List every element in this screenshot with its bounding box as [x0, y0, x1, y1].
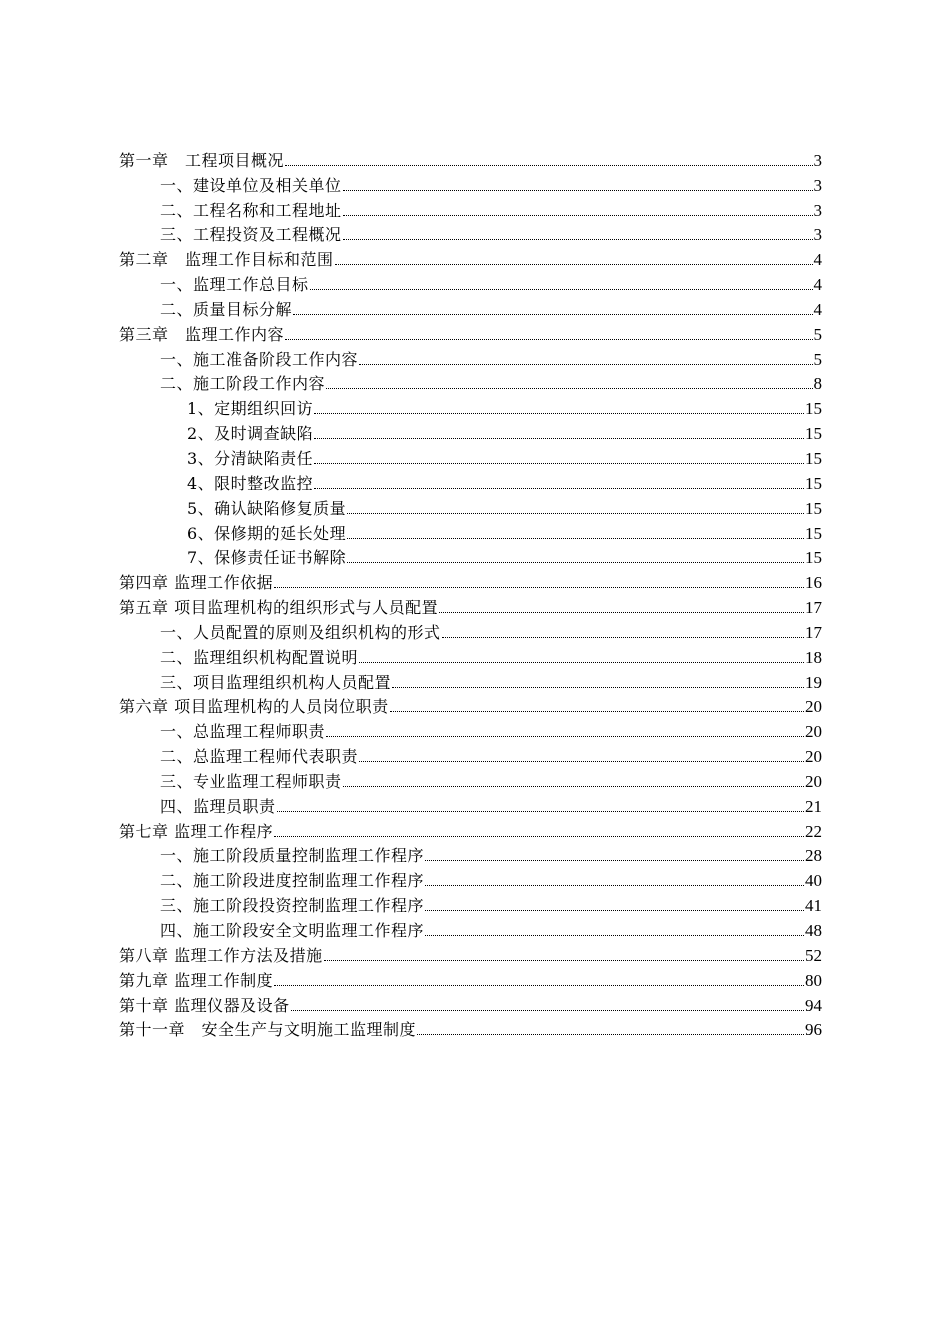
toc-entry-page-number: 28	[805, 846, 822, 866]
toc-entry-page-number: 15	[805, 448, 822, 468]
toc-entry-title: 第七章 监理工作程序	[119, 821, 274, 841]
toc-entry[interactable]	[119, 245, 822, 270]
toc-entry[interactable]	[119, 544, 822, 569]
toc-entry-page-number: 5	[813, 324, 822, 344]
dot-leader	[359, 364, 812, 365]
toc-entry-title: 第三章 监理工作内容	[119, 324, 285, 344]
toc-entry-page-number: 4	[813, 275, 822, 295]
toc-entry[interactable]	[119, 370, 822, 395]
dot-leader	[314, 463, 804, 464]
toc-entry[interactable]	[119, 1016, 822, 1041]
dot-leader	[285, 339, 812, 340]
dot-leader	[274, 587, 804, 588]
dot-leader	[343, 239, 813, 240]
toc-entry-title: 第六章 项目监理机构的人员岗位职责	[119, 697, 389, 717]
toc-entry-title: 2、及时调查缺陷	[187, 424, 314, 444]
toc-entry-title: 第五章 项目监理机构的组织形式与人员配置	[119, 598, 439, 618]
toc-entry-page-number: 80	[805, 970, 822, 990]
dot-leader	[442, 637, 804, 638]
dot-leader	[425, 935, 804, 936]
toc-entry-page-number: 17	[805, 598, 822, 618]
dot-leader	[439, 612, 804, 613]
toc-entry-title: 一、总监理工程师职责	[160, 722, 326, 742]
dot-leader	[326, 736, 804, 737]
toc-entry-page-number: 94	[805, 995, 822, 1015]
toc-entry-page-number: 15	[805, 548, 822, 568]
table-of-contents	[119, 146, 822, 1040]
toc-entry-page-number: 96	[805, 1020, 822, 1040]
dot-leader	[314, 413, 804, 414]
toc-entry-page-number: 19	[805, 672, 822, 692]
toc-entry-title: 1、定期组织回访	[187, 399, 314, 419]
toc-entry[interactable]	[119, 916, 822, 941]
toc-entry[interactable]	[119, 519, 822, 544]
toc-entry[interactable]	[119, 270, 822, 295]
toc-entry-title: 4、限时整改监控	[187, 473, 314, 493]
toc-entry-title: 第二章 监理工作目标和范围	[119, 250, 334, 270]
toc-entry-page-number: 3	[813, 225, 822, 245]
toc-entry[interactable]	[119, 668, 822, 693]
toc-entry[interactable]	[119, 146, 822, 171]
toc-entry[interactable]	[119, 469, 822, 494]
toc-entry-title: 第十一章 安全生产与文明施工监理制度	[119, 1020, 417, 1040]
dot-leader	[417, 1034, 804, 1035]
toc-entry-title: 7、保修责任证书解除	[187, 548, 347, 568]
dot-leader	[359, 662, 804, 663]
dot-leader	[285, 165, 812, 166]
toc-entry-page-number: 5	[813, 349, 822, 369]
dot-leader	[347, 562, 804, 563]
toc-entry[interactable]	[119, 444, 822, 469]
toc-entry[interactable]	[119, 966, 822, 991]
toc-entry[interactable]	[119, 320, 822, 345]
dot-leader	[314, 488, 804, 489]
toc-entry-page-number: 4	[813, 299, 822, 319]
toc-entry-title: 四、监理员职责	[160, 796, 276, 816]
toc-entry-page-number: 48	[805, 921, 822, 940]
toc-entry-page-number: 40	[805, 871, 822, 891]
dot-leader	[326, 388, 812, 389]
toc-entry-page-number: 16	[805, 573, 822, 593]
toc-entry-title: 二、质量目标分解	[160, 299, 293, 319]
toc-entry[interactable]	[119, 593, 822, 618]
toc-entry[interactable]	[119, 221, 822, 246]
dot-leader	[392, 687, 804, 688]
toc-entry-page-number: 15	[805, 523, 822, 543]
toc-entry[interactable]	[119, 941, 822, 966]
toc-entry-title: 5、确认缺陷修复质量	[187, 498, 347, 518]
toc-entry-page-number: 41	[805, 896, 822, 916]
dot-leader	[425, 885, 804, 886]
dot-leader	[335, 264, 813, 265]
toc-entry-title: 二、施工阶段工作内容	[160, 374, 326, 394]
dot-leader	[425, 860, 804, 861]
toc-entry-page-number: 20	[805, 697, 822, 717]
toc-entry[interactable]	[119, 991, 822, 1016]
toc-entry-title: 二、工程名称和工程地址	[160, 200, 342, 220]
toc-entry[interactable]	[119, 767, 822, 792]
dot-leader	[359, 761, 804, 762]
toc-entry-page-number: 15	[805, 399, 822, 419]
toc-entry-title: 6、保修期的延长处理	[187, 523, 347, 543]
toc-entry[interactable]	[119, 866, 822, 891]
toc-entry-page-number: 4	[813, 250, 822, 270]
toc-entry[interactable]	[119, 618, 822, 643]
dot-leader	[343, 215, 813, 216]
toc-entry[interactable]	[119, 568, 822, 593]
toc-entry-title: 一、监理工作总目标	[160, 275, 309, 295]
toc-entry[interactable]	[119, 419, 822, 444]
toc-entry-page-number: 8	[813, 374, 822, 394]
toc-entry-page-number: 3	[813, 200, 822, 220]
toc-entry-page-number: 15	[805, 498, 822, 518]
dot-leader	[347, 538, 804, 539]
toc-entry-page-number: 20	[805, 747, 822, 767]
toc-entry[interactable]	[119, 394, 822, 419]
dot-leader	[390, 711, 804, 712]
dot-leader	[293, 314, 812, 315]
dot-leader	[291, 1010, 804, 1011]
toc-entry-page-number: 22	[805, 821, 822, 841]
dot-leader	[310, 289, 813, 290]
toc-entry-title: 二、监理组织机构配置说明	[160, 647, 359, 667]
dot-leader	[324, 960, 804, 961]
toc-entry-page-number: 3	[813, 175, 822, 195]
toc-entry-page-number: 21	[805, 796, 822, 816]
toc-entry-title: 一、施工阶段质量控制监理工作程序	[160, 846, 425, 866]
toc-entry[interactable]	[119, 891, 822, 916]
toc-entry-page-number: 17	[805, 622, 822, 642]
toc-entry-title: 二、施工阶段进度控制监理工作程序	[160, 871, 425, 891]
toc-entry-title: 一、人员配置的原则及组织机构的形式	[160, 622, 441, 642]
toc-entry-page-number: 20	[805, 722, 822, 742]
toc-entry[interactable]	[119, 817, 822, 842]
dot-leader	[343, 786, 804, 787]
toc-entry[interactable]	[119, 792, 822, 817]
toc-entry-title: 三、施工阶段投资控制监理工作程序	[160, 896, 425, 916]
toc-entry-title: 四、施工阶段安全文明监理工作程序	[160, 921, 425, 940]
toc-entry[interactable]	[119, 494, 822, 519]
toc-entry-page-number: 15	[805, 424, 822, 444]
toc-entry-title: 第十章 监理仪器及设备	[119, 995, 290, 1015]
toc-entry[interactable]	[119, 742, 822, 767]
toc-entry-title: 第八章 监理工作方法及措施	[119, 945, 323, 965]
toc-entry-title: 二、总监理工程师代表职责	[160, 747, 359, 767]
toc-entry[interactable]	[119, 842, 822, 867]
toc-entry-title: 第一章 工程项目概况	[119, 150, 285, 170]
dot-leader	[274, 985, 804, 986]
toc-entry[interactable]	[119, 693, 822, 718]
dot-leader	[347, 513, 804, 514]
toc-entry-title: 三、项目监理组织机构人员配置	[160, 672, 392, 692]
dot-leader	[425, 910, 804, 911]
dot-leader	[277, 811, 804, 812]
toc-entry-title: 第九章 监理工作制度	[119, 970, 274, 990]
toc-entry-page-number: 15	[805, 473, 822, 493]
toc-entry-page-number: 52	[805, 945, 822, 965]
dot-leader	[274, 836, 804, 837]
toc-entry-title: 三、专业监理工程师职责	[160, 771, 342, 791]
toc-entry-page-number: 20	[805, 771, 822, 791]
toc-entry[interactable]	[119, 295, 822, 320]
toc-entry[interactable]	[119, 717, 822, 742]
toc-entry-page-number: 18	[805, 647, 822, 667]
dot-leader	[314, 438, 804, 439]
toc-entry[interactable]	[119, 196, 822, 221]
toc-entry-title: 一、施工准备阶段工作内容	[160, 349, 359, 369]
toc-entry[interactable]	[119, 171, 822, 196]
toc-entry-title: 3、分清缺陷责任	[187, 448, 314, 468]
toc-entry-title: 三、工程投资及工程概况	[160, 225, 342, 245]
toc-entry-title: 第四章 监理工作依据	[119, 573, 274, 593]
toc-entry-page-number: 3	[813, 150, 822, 170]
toc-entry[interactable]	[119, 643, 822, 668]
toc-entry-title: 一、建设单位及相关单位	[160, 175, 342, 195]
dot-leader	[343, 190, 813, 191]
toc-entry[interactable]	[119, 345, 822, 370]
